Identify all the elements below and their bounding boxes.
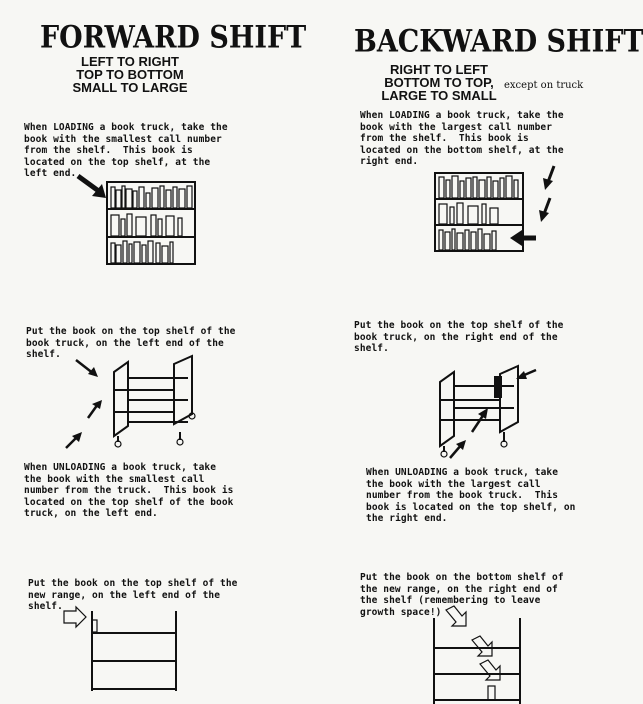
backward-rules-note: except on truck xyxy=(504,80,584,91)
forward-shift-title: FORWARD SHIFT xyxy=(40,19,307,56)
backward-shift-column xyxy=(296,0,643,704)
forward-rule-1: LEFT TO RIGHT xyxy=(81,54,179,69)
backward-put-range-text: Put the book on the bottom shelf of the new range, on the right end of the shelf (remembering to leave growth space!) xyxy=(360,572,564,618)
forward-loading-text: When LOADING a book truck, take the book with the smallest call number from the shelf. This book is located on the top shelf, at the left end. xyxy=(24,122,228,179)
backward-rule-2: BOTTOM TO TOP, xyxy=(384,75,494,90)
backward-loading-text: When LOADING a book truck, take the book with the largest call number from the shelf. This book is located on the bottom shelf, at the right end. xyxy=(360,110,564,167)
backward-shift-title: BACKWARD SHIFT xyxy=(354,23,643,60)
forward-put-range-text: Put the book on the top shelf of the new range, on the left end of the shelf. xyxy=(28,578,238,612)
forward-put-truck-text: Put the book on the top shelf of the book truck, on the left end of the shelf. xyxy=(26,326,236,360)
forward-rule-3: SMALL TO LARGE xyxy=(72,80,188,95)
backward-rule-1: RIGHT TO LEFT xyxy=(390,62,488,77)
shelf-range-icon xyxy=(80,605,184,693)
backward-rules xyxy=(374,63,504,102)
hollow-arrow-icon xyxy=(444,604,472,630)
arrow-icon xyxy=(502,162,562,252)
book-truck-icon xyxy=(62,352,202,452)
forward-rule-2: TOP TO BOTTOM xyxy=(76,67,184,82)
book-truck-icon xyxy=(438,362,578,462)
hollow-arrow-icon xyxy=(478,658,506,684)
hollow-arrow-icon xyxy=(470,634,498,660)
backward-unloading-text: When UNLOADING a book truck, take the book with the largest call number from the book truck. This book is located on the top shelf, on the right end. xyxy=(366,467,576,524)
backward-put-truck-text: Put the book on the top shelf of the book truck, on the right end of the shelf. xyxy=(354,320,564,354)
forward-shift-column xyxy=(0,0,307,704)
hollow-arrow-icon xyxy=(62,607,90,629)
backward-rule-3: LARGE TO SMALL xyxy=(381,88,497,103)
forward-unloading-text: When UNLOADING a book truck, take the book with the smallest call number from the truck. This book is located on the top shelf of the book truck, on the left end. xyxy=(24,462,234,519)
forward-rules xyxy=(60,55,200,94)
bookshelf-icon xyxy=(106,181,196,265)
